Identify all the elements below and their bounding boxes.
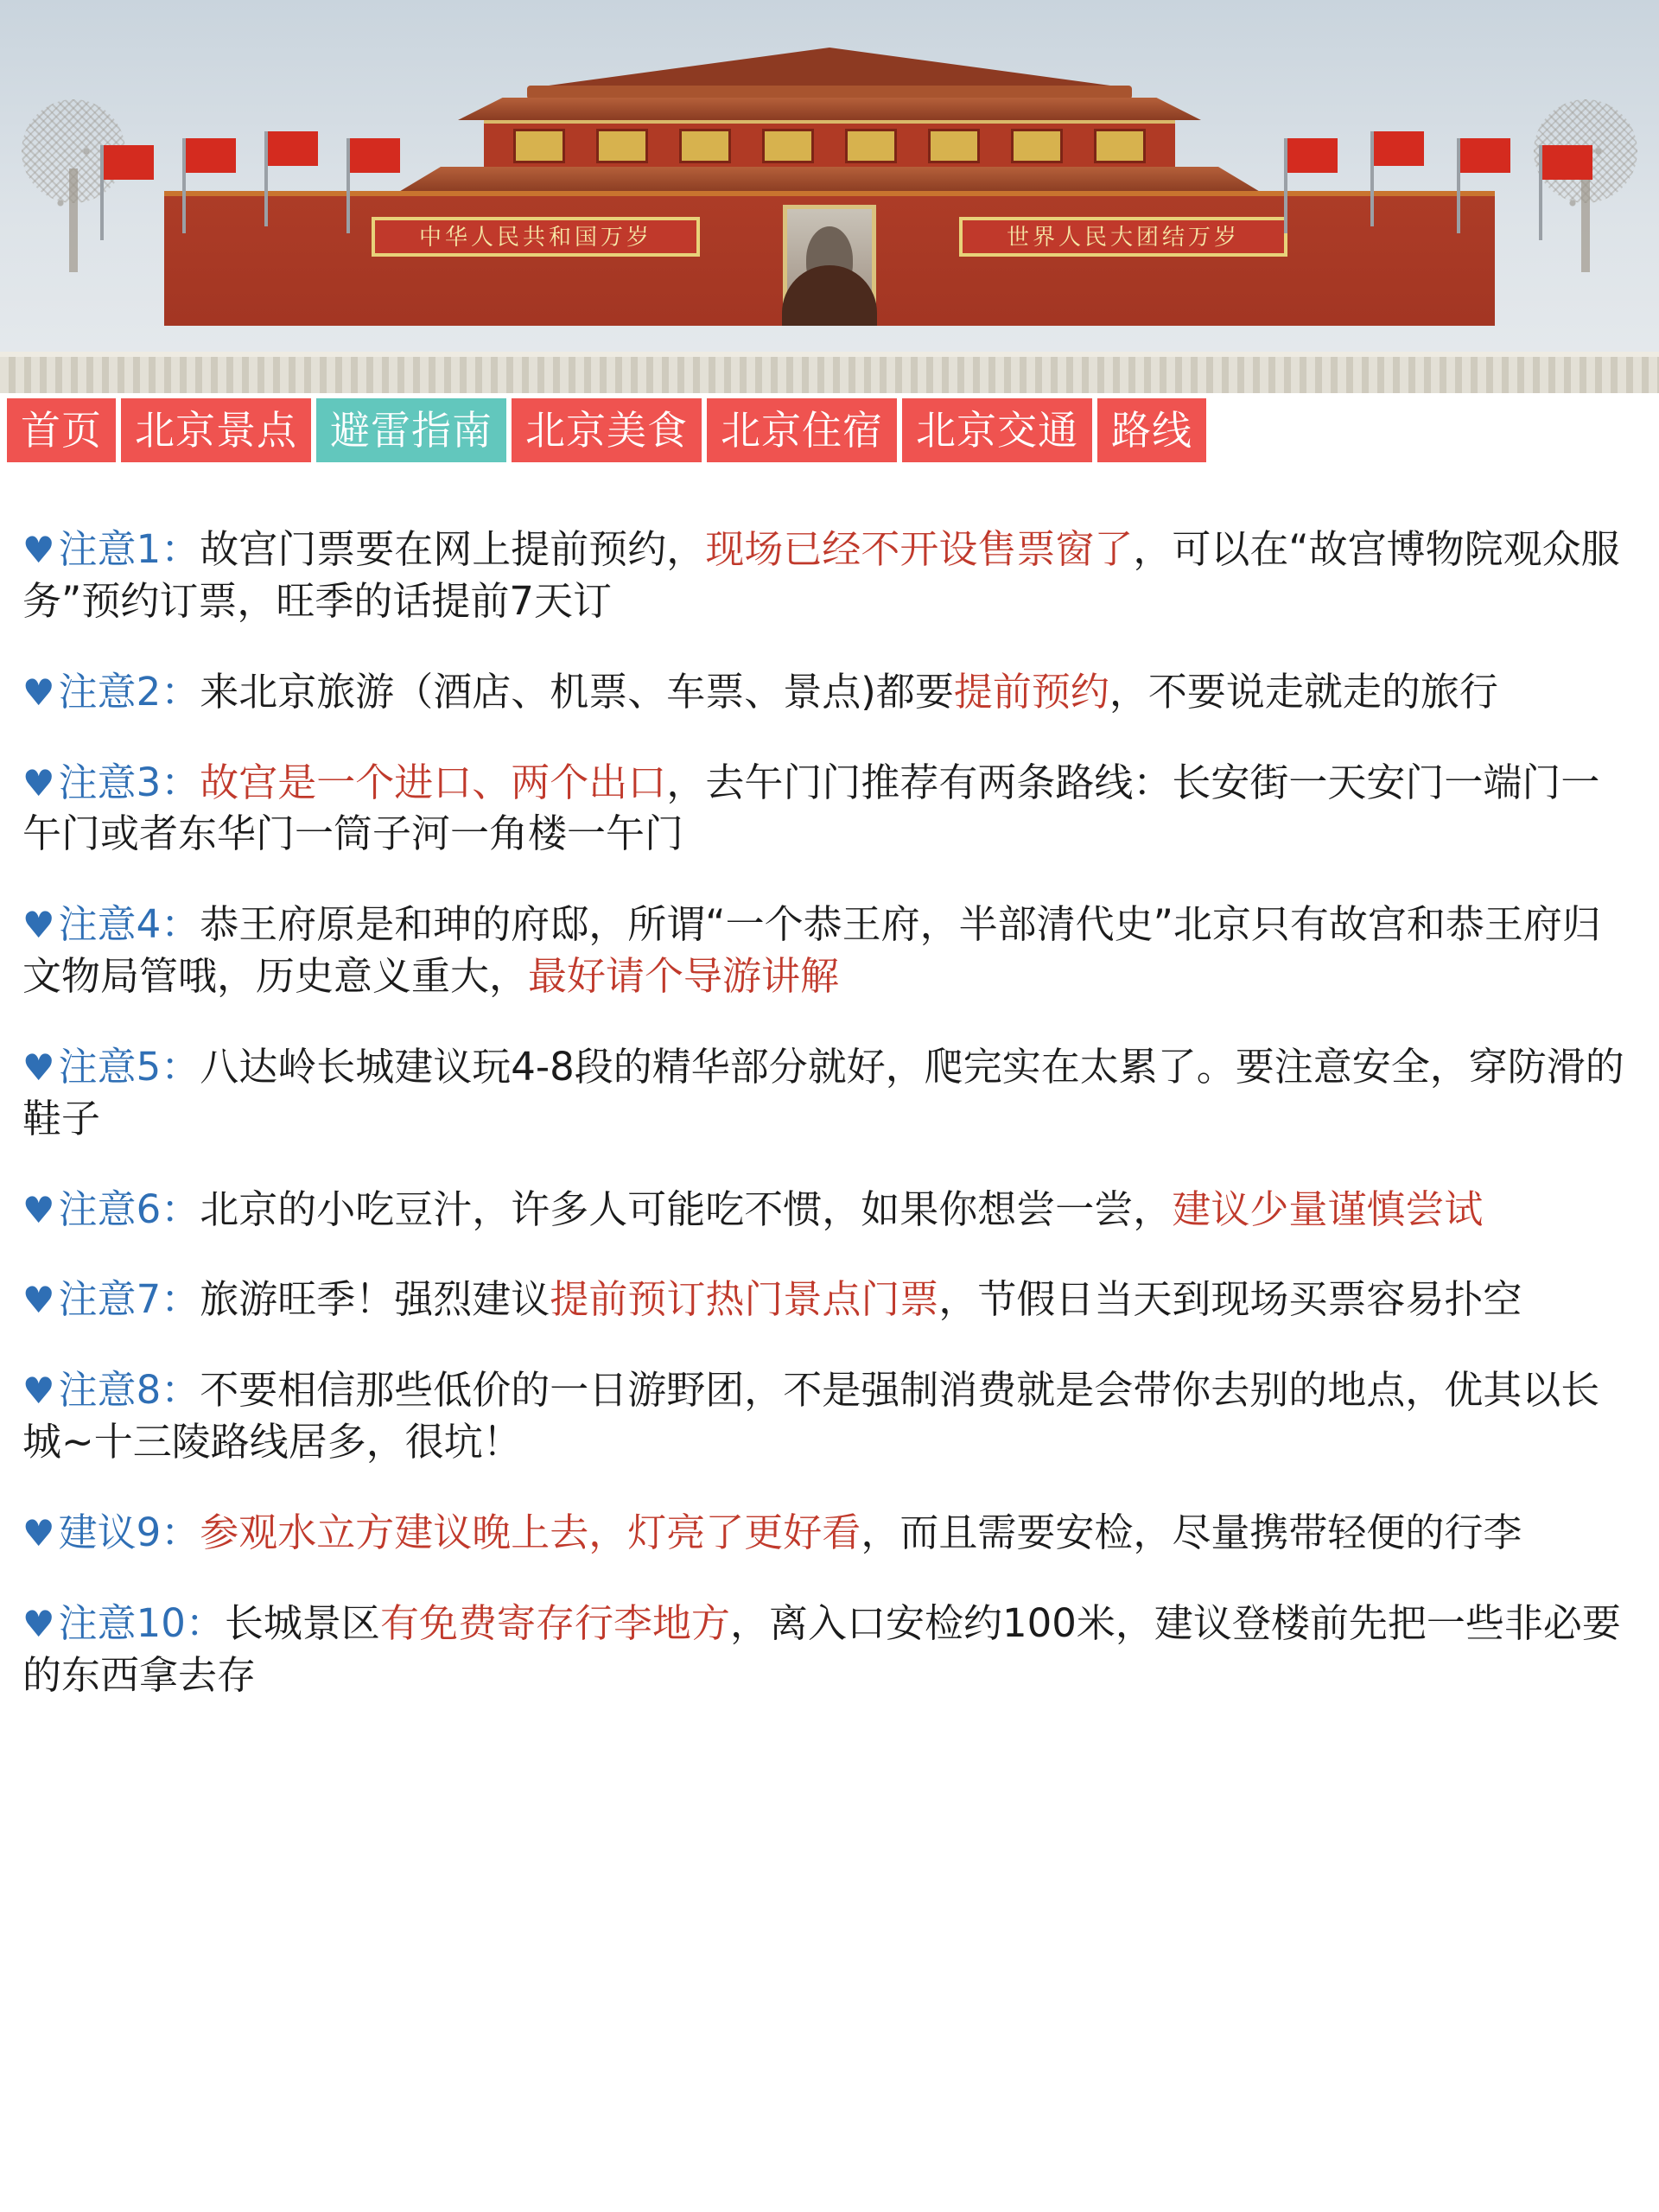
tab-4[interactable] [707,398,897,462]
tab-label: 避雷指南 [330,407,493,454]
note-item [22,1598,1637,1701]
tab-label: 路线 [1111,407,1192,454]
note-text-highlight: 现场已经不开设售票窗了 [705,526,1134,572]
lower-eave [397,167,1262,193]
note-item [22,1507,1637,1559]
roof-top [536,48,1123,87]
note-label: 注意7： [58,1276,200,1323]
note-item [22,524,1637,627]
note-text-highlight: 提前预订热门景点门票 [550,1276,939,1323]
note-text: 不要相信那些低价的一日游野团，不是强制消费就是会带你去别的地点，优其以长城~十三陵路线居多，很坑！ [22,1367,1600,1465]
flag-icon [1460,138,1510,173]
note-text: 北京的小吃豆汁，许多人可能吃不惯，如果你想尝一尝， [200,1185,1173,1232]
note-label: 注意2： [58,668,200,715]
note-text-highlight: 提前预约 [953,668,1109,715]
upper-eave [458,98,1201,120]
heart-icon: ♥ [22,529,55,571]
note-label: 注意1： [58,526,200,572]
note-text: 旅游旺季！强烈建议 [200,1276,550,1323]
note-item [22,1184,1637,1236]
tab-label: 北京美食 [525,407,688,454]
roof-ridge [527,86,1132,99]
tab-0[interactable] [7,398,116,462]
note-text-highlight: 建议少量谨慎尝试 [1172,1185,1484,1232]
note-text-highlight: 参观水立方建议晚上去，灯亮了更好看 [200,1509,861,1555]
heart-icon: ♥ [22,1511,55,1554]
note-label: 注意10： [58,1599,225,1646]
flag-icon [1287,138,1338,173]
tree-decoration-left [9,99,138,272]
note-text: 恭王府原是和珅的府邸，所谓“一个恭王府，半部清代史”北京只有故宫和恭王府归文物局管哦，历史意义重大， [22,901,1601,1000]
note-text: 故宫门票要在网上提前预约， [200,526,706,572]
note-item [22,899,1637,1002]
note-item [22,1041,1637,1145]
heart-icon: ♥ [22,1279,55,1322]
gate-building [164,48,1495,359]
heart-icon: ♥ [22,904,55,947]
slogan-banner-left: 中华人民共和国万岁 [372,217,700,257]
heart-icon: ♥ [22,1602,55,1645]
note-label: 注意4： [58,901,200,948]
note-text-highlight: 有免费寄存行李地方 [379,1599,730,1646]
upper-pavilion [484,120,1175,168]
tab-label: 北京住宿 [721,407,883,454]
note-label: 注意8： [58,1367,200,1414]
category-tab-bar[interactable] [0,393,1659,471]
note-item [22,1364,1637,1468]
pavilion-window [845,129,897,163]
gate-platform [164,191,1495,326]
notes-list [0,471,1659,2212]
heart-icon: ♥ [22,1046,55,1089]
note-label: 建议9： [58,1509,200,1555]
note-text: 来北京旅游（酒店、机票、车票、景点)都要 [200,668,954,715]
pavilion-window [596,129,648,163]
flag-icon [268,131,318,166]
flag-icon [104,145,154,180]
flag-icon [1542,145,1592,180]
tab-5[interactable] [902,398,1092,462]
note-text: ，不要说走就走的旅行 [1109,668,1498,715]
note-item [22,666,1637,718]
note-item [22,1274,1637,1325]
tab-label: 首页 [21,407,102,454]
flag-icon [1374,131,1424,166]
heart-icon: ♥ [22,761,55,804]
tab-2[interactable] [316,398,506,462]
note-text: ，可以在“故宫博物院观众服务”预约订票，旺季的话提前7天订 [22,526,1620,624]
pavilion-window [1094,129,1146,163]
note-text: ，节假日当天到现场买票容易扑空 [938,1276,1522,1323]
tab-label: 北京交通 [916,407,1078,454]
note-label: 注意6： [58,1185,200,1232]
note-label: 注意3： [58,759,200,805]
flag-icon [186,138,236,173]
note-text: ，离入口安检约100米，建议登楼前先把一些非必要的东西拿去存 [22,1599,1621,1698]
note-text: 长城景区 [224,1599,380,1646]
tab-label: 北京景点 [135,407,297,454]
note-text-highlight: 故宫是一个进口、两个出口 [200,759,667,805]
pavilion-window [1011,129,1063,163]
heart-icon: ♥ [22,1188,55,1231]
hero-image-tiananmen [0,0,1659,393]
pavilion-window [513,129,565,163]
note-text: 八达岭长城建议玩4-8段的精华部分就好，爬完实在太累了。要注意安全，穿防滑的鞋子 [22,1043,1624,1141]
note-item [22,757,1637,861]
note-text: ，去午门门推荐有两条路线：长安街一天安门一端门一午门或者东华门一筒子河一角楼一午门 [22,759,1600,857]
note-text: ，而且需要安检，尽量携带轻便的行李 [861,1509,1522,1555]
pavilion-window [928,129,980,163]
pavilion-window [679,129,731,163]
pavilion-window [762,129,814,163]
note-label: 注意5： [58,1043,200,1090]
tab-3[interactable] [512,398,702,462]
slogan-banner-right: 世界人民大团结万岁 [959,217,1287,257]
note-text-highlight: 最好请个导游讲解 [528,953,840,1000]
flag-icon [350,138,400,173]
tab-6[interactable] [1097,398,1206,462]
heart-icon: ♥ [22,1370,55,1413]
marble-balustrade [0,352,1659,393]
tab-1[interactable] [121,398,311,462]
heart-icon: ♥ [22,671,55,714]
